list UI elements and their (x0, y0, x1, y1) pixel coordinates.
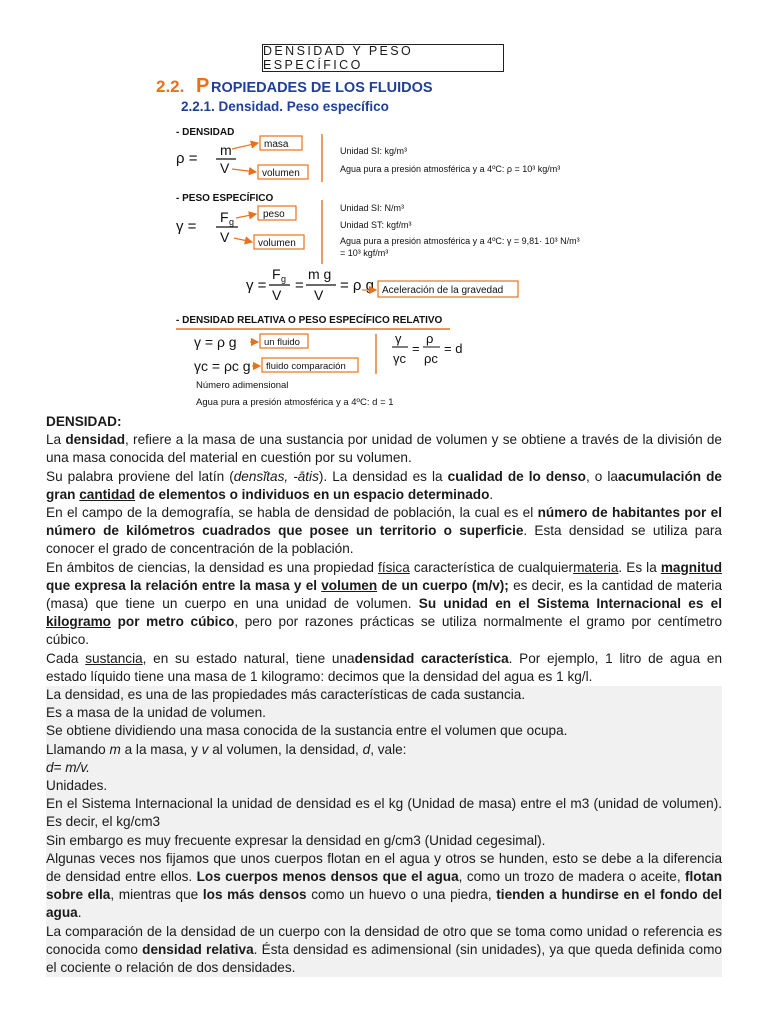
formula-line: d= m/v. (46, 759, 90, 775)
density-unit-si: Unidad SI: kg/m³ (340, 146, 408, 156)
ratio-gamma: γ (395, 331, 402, 346)
sw-denominator: V (220, 229, 230, 245)
document-title: DENSIDAD Y PESO ESPECÍFICO (262, 44, 504, 72)
density-denominator: V (220, 160, 230, 176)
paragraph-4: En ámbitos de ciencias, la densidad es una propiedad física característica de cualquiermateria. Es la magnitud que expresa la relación entre la masa y el volumen de un cuerpo (m/v); es decir, es la cantidad de materia (masa) que tiene un cuerpo en una unidad de volumen. Su unidad en el Sistema Internacional es el kilogramo por metro cúbico, pero por razones prácticas se utiliza normalmente el gramo por centímetro cúbico. (46, 559, 723, 648)
eq-rhs: = ρ g (340, 277, 374, 294)
density-lhs: ρ = (176, 150, 198, 167)
label-mass: masa (264, 139, 289, 150)
label-one-fluid: un fluido (264, 337, 300, 348)
sw-numerator: F (220, 209, 229, 225)
paragraph-3: En el campo de la demografía, se habla de densidad de población, la cual es el número de habitantes por el número de kilómetros cuadrados que posee un territorio o superficie. Esta densidad se utiliza para conocer el grado de concentración de la población. (46, 505, 722, 557)
sw-lhs: γ = (176, 218, 197, 235)
sw-numerator-sub: g (229, 217, 235, 227)
link-volumen[interactable]: volumen (321, 577, 378, 593)
ratio-gamma-c: γc (393, 351, 406, 366)
relative-eq2: γc = ρc g (194, 358, 251, 374)
link-materia[interactable]: materia (573, 559, 619, 575)
ratio-rho: ρ (426, 331, 434, 346)
label-comparison-fluid: fluido comparación (266, 361, 346, 372)
eq-v2: V (314, 287, 324, 303)
paragraph-2: Su palabra proviene del latín (densĭtas, -ātis). La densidad es la cualidad de lo denso, o laacumulación de gran cantidad de elementos o individuos en un espacio determinado. (46, 468, 722, 502)
dimensionless-note: Número adimensional (196, 380, 289, 391)
link-sustancia[interactable]: sustancia (85, 650, 143, 666)
relative-heading: - DENSIDAD RELATIVA O PESO ESPECÍFICO RELATIVO (176, 315, 443, 326)
density-water: Agua pura a presión atmosférica y a 4ºC: ρ = 10³ kg/m³ (340, 164, 561, 174)
sentence-4: Llamando m a la masa, y v al volumen, la densidad, d, vale: (46, 741, 407, 757)
density-numerator: m (220, 142, 232, 158)
eq-v: V (272, 287, 282, 303)
relative-eq1: γ = ρ g (194, 334, 237, 350)
section-title-initial: P (196, 75, 210, 97)
sentence-3: Se obtiene dividiendo una masa conocida de la sustancia entre el volumen que ocupa. (46, 723, 568, 739)
link-fisica[interactable]: física (378, 559, 410, 575)
link-kilogramo[interactable]: kilogramo (46, 614, 111, 630)
label-volume-2: volumen (258, 238, 296, 249)
density-heading-text: DENSIDAD: (46, 414, 122, 429)
formula-figure (150, 72, 612, 412)
relative-water: Agua pura a presión atmosférica y a 4ºC: d = 1 (196, 397, 394, 408)
sw-water-1: Agua pura a presión atmosférica y a 4ºC: γ = 9,81· 10³ N/m³ (340, 236, 580, 246)
eq-lhs: γ = (246, 277, 267, 294)
shaded-section (46, 686, 722, 977)
eq-mid: = (295, 277, 304, 294)
sentence-9: Algunas veces nos fijamos que unos cuerpos flotan en el agua y otros se hunden, esto se debe a la diferencia de densidad entre ellos. Los cuerpos menos densos que el agua, como un trozo de madera o aceite, flotan sobre ella, mientras que los más densos como un huevo o una piedra, tienden a hundirse en el fondo del agua. (46, 850, 723, 921)
eq-mg: m g (308, 266, 332, 282)
document-body (46, 413, 722, 977)
eq-f-sub: g (281, 274, 287, 284)
sentence-2: Es a masa de la unidad de volumen. (46, 705, 266, 721)
units-heading: Unidades. (46, 778, 108, 794)
sentence-8: Sin embargo es muy frecuente expresar la densidad en g/cm3 (Unidad cegesimal). (46, 832, 546, 848)
sw-unit-si: Unidad SI: N/m³ (340, 203, 405, 213)
ratio-rho-c: ρc (424, 351, 438, 366)
formula-diagram (150, 72, 612, 412)
link-magnitud[interactable]: magnitud (660, 559, 722, 575)
label-weight: peso (263, 209, 285, 220)
sentence-10: La comparación de la densidad de un cuerpo con la densidad de otro que se toma como unidad o referencia es conocida como densidad relativa. Ésta densidad es adimensional (sin unidades), ya que queda definida como el cociente o relación de dos densidades. (46, 923, 722, 976)
section-title: ROPIEDADES DE LOS FLUIDOS (211, 80, 433, 96)
paragraph-5: Cada sustancia, en su estado natural, tiene unadensidad característica. Por ejemplo, 1 litro de agua en estado líquido tiene una masa de 1 kilogramo: decimos que la densidad del agua es 1 kg/l. (46, 650, 723, 684)
specific-weight-heading: - PESO ESPECÍFICO (176, 193, 274, 204)
eq-f: F (272, 266, 281, 282)
sw-water-2: = 10³ kgf/m³ (340, 248, 389, 258)
ratio-d: = d (444, 341, 463, 356)
label-volume: volumen (262, 168, 300, 179)
sw-unit-st: Unidad ST: kgf/m³ (340, 220, 412, 230)
subsection-title: 2.2.1. Densidad. Peso específico (181, 99, 389, 114)
sentence-7: En el Sistema Internacional la unidad de densidad es el kg (Unidad de masa) entre el m3 (unidad de volumen). Es decir, el kg/cm3 (46, 796, 722, 830)
section-number: 2.2. (156, 77, 185, 96)
label-gravity: Aceleración de la gravedad (382, 285, 504, 296)
sentence-1: La densidad, es una de las propiedades más características de cada sustancia. (46, 687, 526, 703)
ratio-equals: = (412, 341, 420, 356)
density-heading: - DENSIDAD (176, 127, 235, 138)
paragraph-1: La densidad, refiere a la masa de una sustancia por unidad de volumen y se obtiene a través de la división de una masa conocida del material en cuestión por su volumen. (46, 432, 722, 466)
